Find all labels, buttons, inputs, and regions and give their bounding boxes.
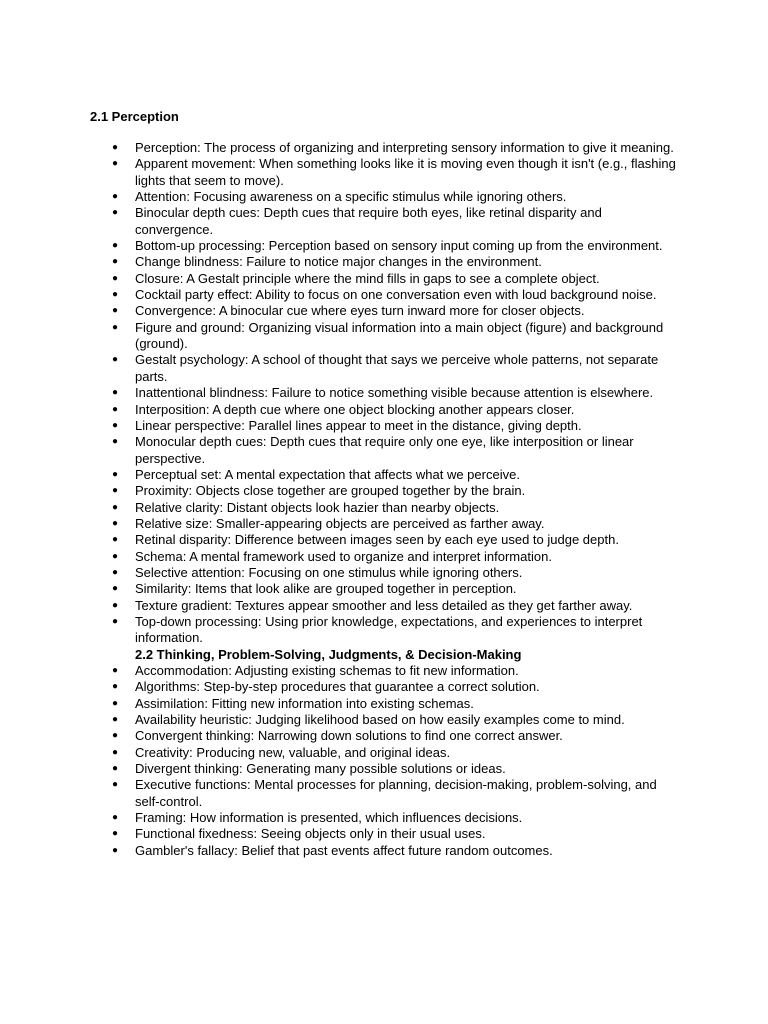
- section-heading-perception: 2.1 Perception: [90, 109, 179, 124]
- list-item: ● Similarity: Items that look alike are grouped together in perception.: [0, 581, 768, 597]
- list-item: ● Relative clarity: Distant objects look hazier than nearby objects.: [0, 500, 768, 516]
- list-item: ● Executive functions: Mental processes for planning, decision-making, problem-solving, and self-control.: [0, 777, 768, 810]
- list-item: ● Convergence: A binocular cue where eyes turn inward more for closer objects.: [0, 303, 768, 319]
- list-item: ● Convergent thinking: Narrowing down solutions to find one correct answer.: [0, 728, 768, 744]
- list-item: ● Divergent thinking: Generating many possible solutions or ideas.: [0, 761, 768, 777]
- list-item: ● Texture gradient: Textures appear smoother and less detailed as they get farther away.: [0, 598, 768, 614]
- list-item: ● Relative size: Smaller-appearing objects are perceived as farther away.: [0, 516, 768, 532]
- list-item: ● Perceptual set: A mental expectation that affects what we perceive.: [0, 467, 768, 483]
- term-list: [0, 140, 768, 859]
- list-item: ● Cocktail party effect: Ability to focus on one conversation even with loud background noise.: [0, 287, 768, 303]
- list-item: ● Framing: How information is presented, which influences decisions.: [0, 810, 768, 826]
- list-item: ● Availability heuristic: Judging likelihood based on how easily examples come to mind.: [0, 712, 768, 728]
- list-item: ● Attention: Focusing awareness on a specific stimulus while ignoring others.: [0, 189, 768, 205]
- list-item: ● Proximity: Objects close together are grouped together by the brain.: [0, 483, 768, 499]
- list-item: ● Perception: The process of organizing and interpreting sensory information to give it meaning.: [0, 140, 768, 156]
- list-item: ● Algorithms: Step-by-step procedures that guarantee a correct solution.: [0, 679, 768, 695]
- list-item: ● Bottom-up processing: Perception based on sensory input coming up from the environment.: [0, 238, 768, 254]
- list-item: ● Closure: A Gestalt principle where the mind fills in gaps to see a complete object.: [0, 271, 768, 287]
- list-item: ● Linear perspective: Parallel lines appear to meet in the distance, giving depth.: [0, 418, 768, 434]
- list-item: ● Top-down processing: Using prior knowledge, expectations, and experiences to interpret information.: [0, 614, 768, 647]
- list-item: ● Binocular depth cues: Depth cues that require both eyes, like retinal disparity and convergence.: [0, 205, 768, 238]
- list-item: ● Monocular depth cues: Depth cues that require only one eye, like interposition or linear perspective.: [0, 434, 768, 467]
- list-item: ● Change blindness: Failure to notice major changes in the environment.: [0, 254, 768, 270]
- list-item: ● Functional fixedness: Seeing objects only in their usual uses.: [0, 826, 768, 842]
- list-item: ● Selective attention: Focusing on one stimulus while ignoring others.: [0, 565, 768, 581]
- list-item: ● Apparent movement: When something looks like it is moving even though it isn't (e.g., flashing lights that seem to move).: [0, 156, 768, 189]
- list-item: ● Interposition: A depth cue where one object blocking another appears closer.: [0, 402, 768, 418]
- list-item: ● Retinal disparity: Difference between images seen by each eye used to judge depth.: [0, 532, 768, 548]
- list-item: ● Gestalt psychology: A school of thought that says we perceive whole patterns, not separate parts.: [0, 352, 768, 385]
- list-item: ● Inattentional blindness: Failure to notice something visible because attention is elsewhere.: [0, 385, 768, 401]
- list-item: ● Accommodation: Adjusting existing schemas to fit new information.: [0, 663, 768, 679]
- list-item: ● Creativity: Producing new, valuable, and original ideas.: [0, 745, 768, 761]
- section-heading-thinking: 2.2 Thinking, Problem-Solving, Judgments, & Decision-Making: [135, 646, 522, 662]
- list-item: ● Figure and ground: Organizing visual information into a main object (figure) and background (ground).: [0, 320, 768, 353]
- list-item: ● Gambler's fallacy: Belief that past events affect future random outcomes.: [0, 843, 768, 859]
- list-item: ● Schema: A mental framework used to organize and interpret information.: [0, 549, 768, 565]
- list-item: ● Assimilation: Fitting new information into existing schemas.: [0, 696, 768, 712]
